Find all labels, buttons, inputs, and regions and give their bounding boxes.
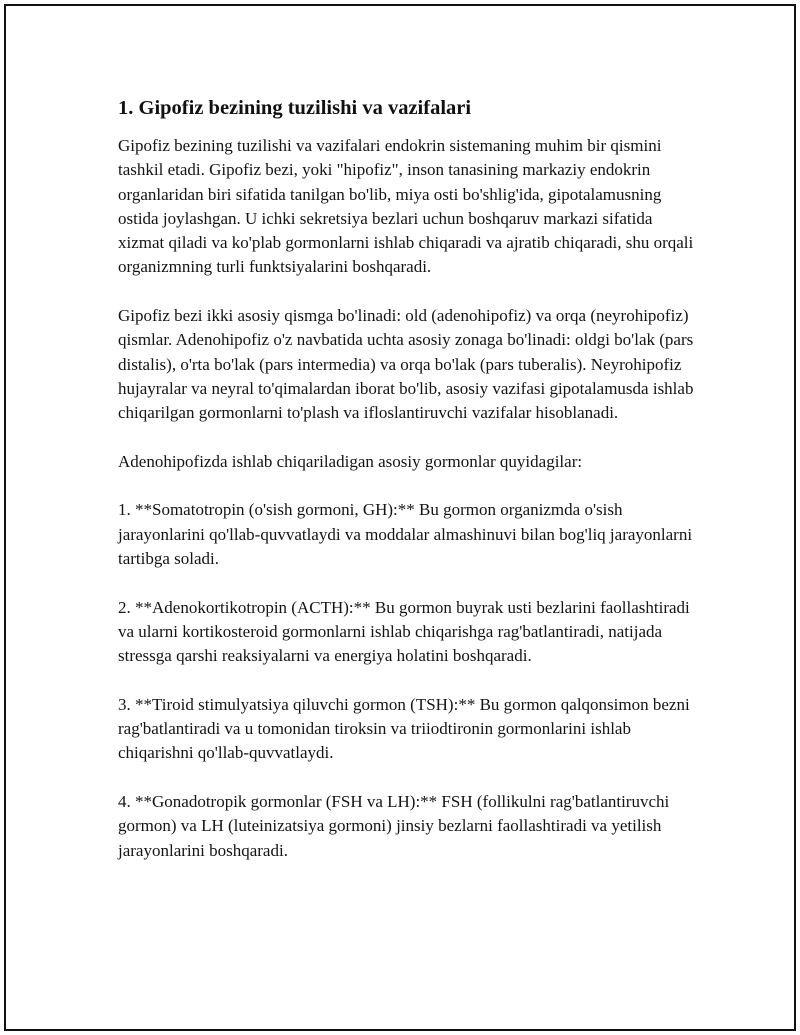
list-item-tsh: 3. **Tiroid stimulyatsiya qiluvchi gormon (TSH):** Bu gormon qalqonsimon bezni rag'batlantiradi va u tomonidan tiroksin va triiodtironin gormonlarini ishlab chiqarishni qo'llab-quvvatlaydi. bbox=[118, 694, 690, 763]
list-item-gonadotropic: 4. **Gonadotropik gormonlar (FSH va LH):** FSH (follikulni rag'batlantiruvchi gormon) va LH (luteinizatsiya gormoni) jinsiy bezlarni faollashtiradi va yetilish jarayonlarini boshqaradi. bbox=[118, 792, 670, 860]
paragraph-hormones-intro: Adenohipofizda ishlab chiqariladigan asosiy gormonlar quyidagilar: bbox=[118, 451, 583, 471]
list-item-somatotropin: 1. **Somatotropin (o'sish gormoni, GH):** Bu gormon organizmda o'sish jarayonlarini qo'llab-quvvatlaydi va moddalar almashinuvi bilan bog'liq jarayonlarni tartibga soladi. bbox=[118, 500, 693, 569]
paragraph-intro: Gipofiz bezining tuzilishi va vazifalari endokrin sistemaning muhim bir qismini tashkil etadi. Gipofiz bezi, yoki "hipofiz", inson tanasining markaziy endokrin organlaridan biri sifatida tanilgan bo'lib, miya osti bo'shlig'ida, gipotalamusning ostida joylashgan. U ichki sekretsiya bezlari uchun boshqaruv markazi sifatida xizmat qiladi va ko'plab gormonlarni ishlab chiqaradi va ajratib chiqaradi, shu orqali organizmning turli funktsiyalarini boshqaradi. bbox=[118, 136, 694, 277]
list-item-acth: 2. **Adenokortikotropin (ACTH):** Bu gormon buyrak usti bezlarini faollashtiradi va ularni kortikosteroid gormonlarni ishlab chiqarishga rag'batlantiradi, natijada stressga qarshi reaksiyalarni va energiya holatini boshqaradi. bbox=[118, 597, 690, 666]
document-body bbox=[118, 94, 698, 887]
paragraph-structure: Gipofiz bezi ikki asosiy qismga bo'linadi: old (adenohipofiz) va orqa (neyrohipofiz) qismlar. Adenohipofiz o'z navbatida uchta asosiy zonaga bo'linadi: oldgi bo'lak (pars distalis), o'rta bo'lak (pars intermedia) va orqa bo'lak (pars tuberalis). Neyrohipofiz hujayralar va neyral to'qimalardan iborat bo'lib, asosiy vazifasi gipotalamusda ishlab chiqarilgan gormonlarni to'plash va ifloslantiruvchi vazifalar hisoblanadi. bbox=[118, 306, 694, 423]
section-heading: 1. Gipofiz bezining tuzilishi va vazifalari bbox=[118, 97, 472, 119]
